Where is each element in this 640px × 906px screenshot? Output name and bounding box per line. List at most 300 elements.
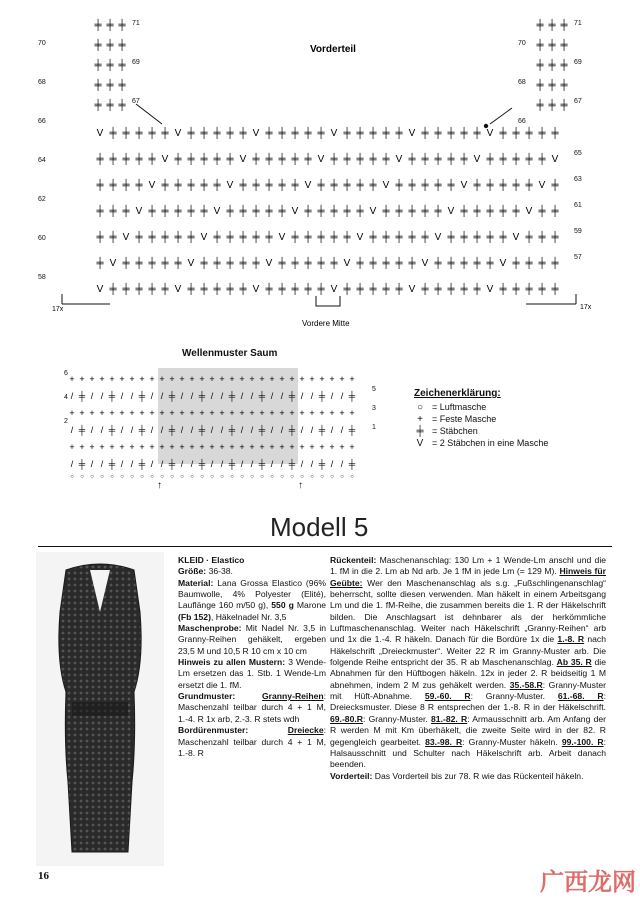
treble-symbol: / <box>340 391 344 401</box>
treble-symbol: ╪ <box>135 154 143 165</box>
treble-symbol: ╪ <box>109 232 117 243</box>
single-crochet-symbol: + <box>239 374 245 384</box>
treble-symbol: ╪ <box>460 232 468 243</box>
treble-symbol: ╪ <box>239 128 247 139</box>
chain-symbol: ○ <box>310 474 314 480</box>
treble-symbol: ╪ <box>226 258 234 269</box>
rows-99-100-text: : Halsausschnitt und Schulter nach Häkelschrift arb. Arbeit danach beenden. <box>330 736 607 770</box>
treble-symbol: ╪ <box>343 128 351 139</box>
treble-symbol: ╪ <box>486 232 494 243</box>
v-stitch-symbol: V <box>512 232 520 243</box>
treble-symbol: ╪ <box>551 284 559 295</box>
treble-symbol: ╪ <box>239 284 247 295</box>
chain-symbol: ○ <box>280 474 284 480</box>
treble-symbol: / <box>90 425 94 435</box>
single-crochet-symbol: + <box>349 408 355 418</box>
single-crochet-symbol: + <box>119 408 125 418</box>
treble-symbol: ╪ <box>525 232 533 243</box>
treble-symbol: ╪ <box>369 128 377 139</box>
single-crochet-symbol: + <box>109 374 115 384</box>
chain-symbol: ○ <box>270 474 274 480</box>
treble-symbol: ╪ <box>408 258 416 269</box>
chain-symbol: ○ <box>160 474 164 480</box>
rows-69-80: 69.-80.R <box>330 713 363 724</box>
treble-symbol: ╪ <box>187 232 195 243</box>
treble-symbol: ╪ <box>161 284 169 295</box>
single-crochet-symbol: + <box>219 374 225 384</box>
treble-symbol: / <box>240 391 244 401</box>
treble-symbol: ╪ <box>460 258 468 269</box>
single-crochet-symbol: + <box>249 408 255 418</box>
single-crochet-symbol: + <box>79 442 85 452</box>
treble-symbol: ╪ <box>304 206 312 217</box>
treble-symbol: ╪ <box>348 459 356 469</box>
single-crochet-symbol: + <box>139 408 145 418</box>
treble-symbol: ╪ <box>239 258 247 269</box>
row-number: 59 <box>574 228 582 235</box>
treble-symbol: ╪ <box>108 391 116 401</box>
treble-symbol: ╪ <box>382 284 390 295</box>
treble-symbol: ╪ <box>486 154 494 165</box>
single-crochet-symbol: + <box>279 408 285 418</box>
treble-symbol: ╪ <box>278 284 286 295</box>
legend-text: = Luftmasche <box>432 402 487 412</box>
treble-symbol: ╪ <box>382 154 390 165</box>
treble-symbol: ╪ <box>213 232 221 243</box>
single-crochet-symbol: + <box>229 442 235 452</box>
treble-symbol: / <box>130 459 134 469</box>
treble-symbol: ╪ <box>96 180 104 191</box>
treble-symbol: ╪ <box>135 284 143 295</box>
treble-symbol: / <box>160 391 164 401</box>
treble-symbol: ╪ <box>226 232 234 243</box>
treble-symbol: ╪ <box>106 60 114 71</box>
treble-symbol: ╪ <box>187 128 195 139</box>
treble-symbol: ╪ <box>525 180 533 191</box>
treble-symbol: ╪ <box>106 40 114 51</box>
treble-symbol: / <box>220 425 224 435</box>
chain-symbol: ○ <box>200 474 204 480</box>
treble-symbol: ╪ <box>382 258 390 269</box>
treble-symbol: / <box>90 459 94 469</box>
treble-symbol: ╪ <box>395 180 403 191</box>
treble-symbol: ╪ <box>318 459 326 469</box>
rows-59-60-text: : Granny-Muster. <box>470 691 546 702</box>
single-crochet-symbol: + <box>129 442 135 452</box>
treble-symbol: / <box>300 425 304 435</box>
treble-symbol: / <box>250 459 254 469</box>
row-number: 6 <box>64 370 68 377</box>
legend-symbol-icon: ○ <box>416 401 424 413</box>
treble-symbol: / <box>340 459 344 469</box>
treble-symbol: ╪ <box>548 20 556 31</box>
treble-symbol: ╪ <box>258 391 266 401</box>
treble-symbol: ╪ <box>408 232 416 243</box>
single-crochet-symbol: + <box>169 408 175 418</box>
single-crochet-symbol: + <box>329 374 335 384</box>
treble-symbol: ╪ <box>551 206 559 217</box>
right-corner-arrow <box>490 108 512 124</box>
treble-symbol: / <box>270 425 274 435</box>
v-stitch-symbol: V <box>239 154 247 165</box>
treble-symbol: ╪ <box>369 232 377 243</box>
chain-symbol: ○ <box>100 474 104 480</box>
chain-symbol: ○ <box>320 474 324 480</box>
front-left-inner-row-numbers <box>132 20 152 137</box>
treble-symbol: / <box>310 391 314 401</box>
treble-symbol: / <box>100 391 104 401</box>
treble-symbol: ╪ <box>447 232 455 243</box>
single-crochet-symbol: + <box>279 442 285 452</box>
v-stitch-symbol: V <box>343 258 351 269</box>
treble-symbol: ╪ <box>96 258 104 269</box>
treble-symbol: ╪ <box>369 180 377 191</box>
front-left-row-numbers <box>38 40 58 313</box>
treble-symbol: ╪ <box>228 391 236 401</box>
single-crochet-symbol: + <box>149 374 155 384</box>
gauge-label: Maschenprobe: <box>178 623 242 634</box>
single-crochet-symbol: + <box>99 374 105 384</box>
wave-left-row-numbers <box>64 370 78 442</box>
treble-symbol: ╪ <box>473 206 481 217</box>
treble-symbol: ╪ <box>148 232 156 243</box>
section-divider <box>38 546 612 547</box>
treble-symbol: ╪ <box>288 425 296 435</box>
v-stitch-symbol: V <box>174 128 182 139</box>
treble-symbol: ╪ <box>330 180 338 191</box>
legend-item <box>414 437 548 449</box>
row-number: 70 <box>38 40 46 47</box>
single-crochet-symbol: + <box>249 374 255 384</box>
treble-symbol: ╪ <box>434 154 442 165</box>
front-text: Das Vorderteil bis zur 78. R wie das Rückenteil häkeln. <box>374 770 584 781</box>
treble-symbol: ╪ <box>538 154 546 165</box>
start-dot <box>484 124 488 128</box>
treble-symbol: ╪ <box>408 180 416 191</box>
model-title: Modell 5 <box>270 512 369 542</box>
v-stitch-symbol: V <box>421 258 429 269</box>
treble-symbol: ╪ <box>122 258 130 269</box>
treble-symbol: ╪ <box>174 206 182 217</box>
wave-arrow-right: ↑ <box>298 480 303 491</box>
treble-symbol: ╪ <box>291 180 299 191</box>
rows-99-100: 99.-100. R <box>561 736 604 747</box>
chain-symbol: ○ <box>250 474 254 480</box>
treble-symbol: ╪ <box>304 258 312 269</box>
treble-symbol: ╪ <box>512 128 520 139</box>
rows-81-82: 81.-82. R <box>431 713 468 724</box>
treble-symbol: ╪ <box>148 154 156 165</box>
treble-symbol: / <box>240 425 244 435</box>
treble-symbol: ╪ <box>109 284 117 295</box>
treble-symbol: ╪ <box>135 232 143 243</box>
watermark-logo: 广西龙网 <box>540 869 636 896</box>
chain-symbol: ○ <box>180 474 184 480</box>
treble-symbol: ╪ <box>473 180 481 191</box>
treble-symbol: ╪ <box>213 154 221 165</box>
treble-symbol: ╪ <box>291 258 299 269</box>
single-crochet-symbol: + <box>309 374 315 384</box>
single-crochet-symbol: + <box>339 374 345 384</box>
treble-symbol: ╪ <box>278 154 286 165</box>
treble-symbol: ╪ <box>106 20 114 31</box>
v-stitch-symbol: V <box>408 284 416 295</box>
treble-symbol: ╪ <box>200 258 208 269</box>
treble-symbol: ╪ <box>330 206 338 217</box>
treble-symbol: ╪ <box>288 391 296 401</box>
treble-symbol: ╪ <box>288 459 296 469</box>
treble-symbol: ╪ <box>434 180 442 191</box>
treble-symbol: ╪ <box>356 154 364 165</box>
v-stitch-symbol: V <box>551 154 559 165</box>
treble-symbol: ╪ <box>317 258 325 269</box>
treble-symbol: / <box>190 425 194 435</box>
v-stitch-symbol: V <box>135 206 143 217</box>
treble-symbol: ╪ <box>421 128 429 139</box>
treble-symbol: ╪ <box>421 206 429 217</box>
treble-symbol: ╪ <box>434 258 442 269</box>
treble-symbol: ╪ <box>109 180 117 191</box>
front-right-row-numbers <box>574 150 594 280</box>
row-number: 68 <box>518 79 526 86</box>
v-stitch-symbol: V <box>382 180 390 191</box>
material-label: Material: <box>178 577 214 588</box>
front-chart-symbols <box>93 18 568 296</box>
treble-symbol: ╪ <box>536 100 544 111</box>
single-crochet-symbol: + <box>109 442 115 452</box>
row-number: 63 <box>574 176 582 183</box>
treble-symbol: / <box>220 391 224 401</box>
front-label: Vorderteil: <box>330 770 373 781</box>
treble-symbol: ╪ <box>161 180 169 191</box>
treble-symbol: ╪ <box>536 80 544 91</box>
single-crochet-symbol: + <box>349 374 355 384</box>
single-crochet-symbol: + <box>299 374 305 384</box>
single-crochet-symbol: + <box>289 374 295 384</box>
treble-symbol: / <box>220 459 224 469</box>
treble-symbol: ╪ <box>226 206 234 217</box>
treble-symbol: ╪ <box>258 459 266 469</box>
treble-symbol: ╪ <box>265 284 273 295</box>
treble-symbol: / <box>180 425 184 435</box>
v-stitch-symbol: V <box>291 206 299 217</box>
rows-61-68-text: : Dreiecksmuster. Diese 8 R entsprechen der 1.-8. R in der Häkelschrift. <box>330 691 606 713</box>
row-number: 5 <box>372 386 376 393</box>
treble-symbol: ╪ <box>551 128 559 139</box>
v-stitch-symbol: V <box>486 128 494 139</box>
treble-symbol: ╪ <box>548 60 556 71</box>
v-stitch-symbol: V <box>174 284 182 295</box>
treble-symbol: ╪ <box>408 206 416 217</box>
treble-symbol: ╪ <box>369 154 377 165</box>
row-number: 60 <box>38 235 46 242</box>
single-crochet-symbol: + <box>209 374 215 384</box>
single-crochet-symbol: + <box>169 442 175 452</box>
single-crochet-symbol: + <box>209 408 215 418</box>
single-crochet-symbol: + <box>179 442 185 452</box>
v-stitch-symbol: V <box>96 284 104 295</box>
treble-symbol: ╪ <box>213 284 221 295</box>
treble-symbol: / <box>160 425 164 435</box>
treble-symbol: ╪ <box>291 284 299 295</box>
treble-symbol: / <box>120 391 124 401</box>
chain-symbol: ○ <box>300 474 304 480</box>
single-crochet-symbol: + <box>209 442 215 452</box>
treble-symbol: ╪ <box>239 180 247 191</box>
chain-symbol: ○ <box>140 474 144 480</box>
treble-symbol: ╪ <box>122 154 130 165</box>
treble-symbol: ╪ <box>395 258 403 269</box>
treble-symbol: ╪ <box>434 128 442 139</box>
single-crochet-symbol: + <box>309 408 315 418</box>
single-crochet-symbol: + <box>199 374 205 384</box>
treble-symbol: / <box>210 425 214 435</box>
treble-symbol: / <box>190 459 194 469</box>
treble-symbol: ╪ <box>148 258 156 269</box>
single-crochet-symbol: + <box>159 374 165 384</box>
treble-symbol: ╪ <box>434 206 442 217</box>
treble-symbol: ╪ <box>174 180 182 191</box>
row-number: 2 <box>64 418 68 425</box>
chain-symbol: ○ <box>110 474 114 480</box>
single-crochet-symbol: + <box>259 442 265 452</box>
treble-symbol: ╪ <box>536 20 544 31</box>
chain-symbol: ○ <box>80 474 84 480</box>
chain-symbol: ○ <box>340 474 344 480</box>
treble-symbol: ╪ <box>343 232 351 243</box>
v-stitch-symbol: V <box>252 128 260 139</box>
legend-text: = Feste Masche <box>432 414 497 424</box>
treble-symbol: / <box>300 459 304 469</box>
treble-symbol: ╪ <box>168 425 176 435</box>
treble-symbol: ╪ <box>447 284 455 295</box>
treble-symbol: ╪ <box>109 154 117 165</box>
v-stitch-symbol: V <box>434 232 442 243</box>
treble-symbol: ╪ <box>473 284 481 295</box>
treble-symbol: ╪ <box>512 154 520 165</box>
treble-symbol: ╪ <box>138 459 146 469</box>
treble-symbol: / <box>270 391 274 401</box>
row-number: 58 <box>38 274 46 281</box>
hook-size: , Häkelnadel Nr. 3,5 <box>210 611 287 622</box>
treble-symbol: ╪ <box>135 258 143 269</box>
treble-symbol: ╪ <box>94 60 102 71</box>
treble-symbol: ╪ <box>161 206 169 217</box>
treble-symbol: / <box>120 425 124 435</box>
treble-symbol: ╪ <box>148 284 156 295</box>
treble-symbol: ╪ <box>525 284 533 295</box>
single-crochet-symbol: + <box>259 408 265 418</box>
treble-symbol: ╪ <box>421 284 429 295</box>
front-center-label: Vordere Mitte <box>302 319 350 328</box>
treble-symbol: ╪ <box>226 128 234 139</box>
treble-symbol: ╪ <box>317 284 325 295</box>
treble-symbol: ╪ <box>421 154 429 165</box>
treble-symbol: / <box>270 459 274 469</box>
v-stitch-symbol: V <box>408 128 416 139</box>
single-crochet-symbol: + <box>299 408 305 418</box>
legend-symbol-icon: + <box>417 413 423 425</box>
center-bracket <box>316 296 340 306</box>
v-stitch-symbol: V <box>525 206 533 217</box>
legend-symbol-icon: ╪ <box>416 425 424 437</box>
hint-label: Hinweis für Geübte: <box>330 566 606 588</box>
treble-symbol: ╪ <box>421 180 429 191</box>
treble-symbol: ╪ <box>304 284 312 295</box>
treble-symbol: / <box>70 459 74 469</box>
treble-symbol: ╪ <box>343 284 351 295</box>
chain-symbol: ○ <box>230 474 234 480</box>
legend-text: = 2 Stäbchen in eine Masche <box>432 438 549 448</box>
treble-symbol: ╪ <box>512 258 520 269</box>
rows-83-98: 83.-98. R <box>425 736 463 747</box>
treble-symbol: ╪ <box>525 154 533 165</box>
treble-symbol: ╪ <box>330 258 338 269</box>
treble-symbol: ╪ <box>265 154 273 165</box>
v-stitch-symbol: V <box>278 232 286 243</box>
treble-symbol: ╪ <box>174 154 182 165</box>
treble-symbol: ╪ <box>304 154 312 165</box>
treble-symbol: ╪ <box>395 206 403 217</box>
v-stitch-symbol: V <box>317 154 325 165</box>
front-chart-title: Vorderteil <box>310 44 356 55</box>
treble-symbol: ╪ <box>94 100 102 111</box>
treble-symbol: ╪ <box>265 206 273 217</box>
wave-arrow-left: ↑ <box>157 480 162 491</box>
treble-symbol: ╪ <box>200 206 208 217</box>
treble-symbol: ╪ <box>96 206 104 217</box>
treble-symbol: ╪ <box>78 459 86 469</box>
treble-symbol: ╪ <box>317 206 325 217</box>
treble-symbol: ╪ <box>356 128 364 139</box>
treble-symbol: / <box>120 459 124 469</box>
v-stitch-symbol: V <box>252 284 260 295</box>
treble-symbol: / <box>100 425 104 435</box>
v-stitch-symbol: V <box>330 284 338 295</box>
chain-symbol: ○ <box>260 474 264 480</box>
treble-symbol: ╪ <box>228 425 236 435</box>
treble-symbol: ╪ <box>486 180 494 191</box>
single-crochet-symbol: + <box>349 442 355 452</box>
single-crochet-symbol: + <box>269 374 275 384</box>
treble-symbol: ╪ <box>148 128 156 139</box>
border-pattern-name: Dreiecke <box>287 725 324 736</box>
treble-symbol: ╪ <box>395 284 403 295</box>
treble-symbol: ╪ <box>551 232 559 243</box>
treble-symbol: ╪ <box>198 391 206 401</box>
symbol-legend <box>414 388 548 449</box>
treble-symbol: ╪ <box>356 284 364 295</box>
single-crochet-symbol: + <box>269 442 275 452</box>
treble-symbol: ╪ <box>369 284 377 295</box>
front-right-upper-row-numbers <box>574 20 594 137</box>
treble-symbol: / <box>90 391 94 401</box>
treble-symbol: ╪ <box>135 128 143 139</box>
treble-symbol: ╪ <box>447 180 455 191</box>
row-number: 64 <box>38 157 46 164</box>
treble-symbol: / <box>310 459 314 469</box>
single-crochet-symbol: + <box>189 442 195 452</box>
v-stitch-symbol: V <box>148 180 156 191</box>
v-stitch-symbol: V <box>304 180 312 191</box>
row-number: 57 <box>574 254 582 261</box>
v-stitch-symbol: V <box>200 232 208 243</box>
treble-symbol: / <box>210 391 214 401</box>
single-crochet-symbol: + <box>159 408 165 418</box>
rows-59-60: 59.-60. R <box>424 691 471 702</box>
amount-value: Marone <box>296 600 327 611</box>
single-crochet-symbol: + <box>79 408 85 418</box>
